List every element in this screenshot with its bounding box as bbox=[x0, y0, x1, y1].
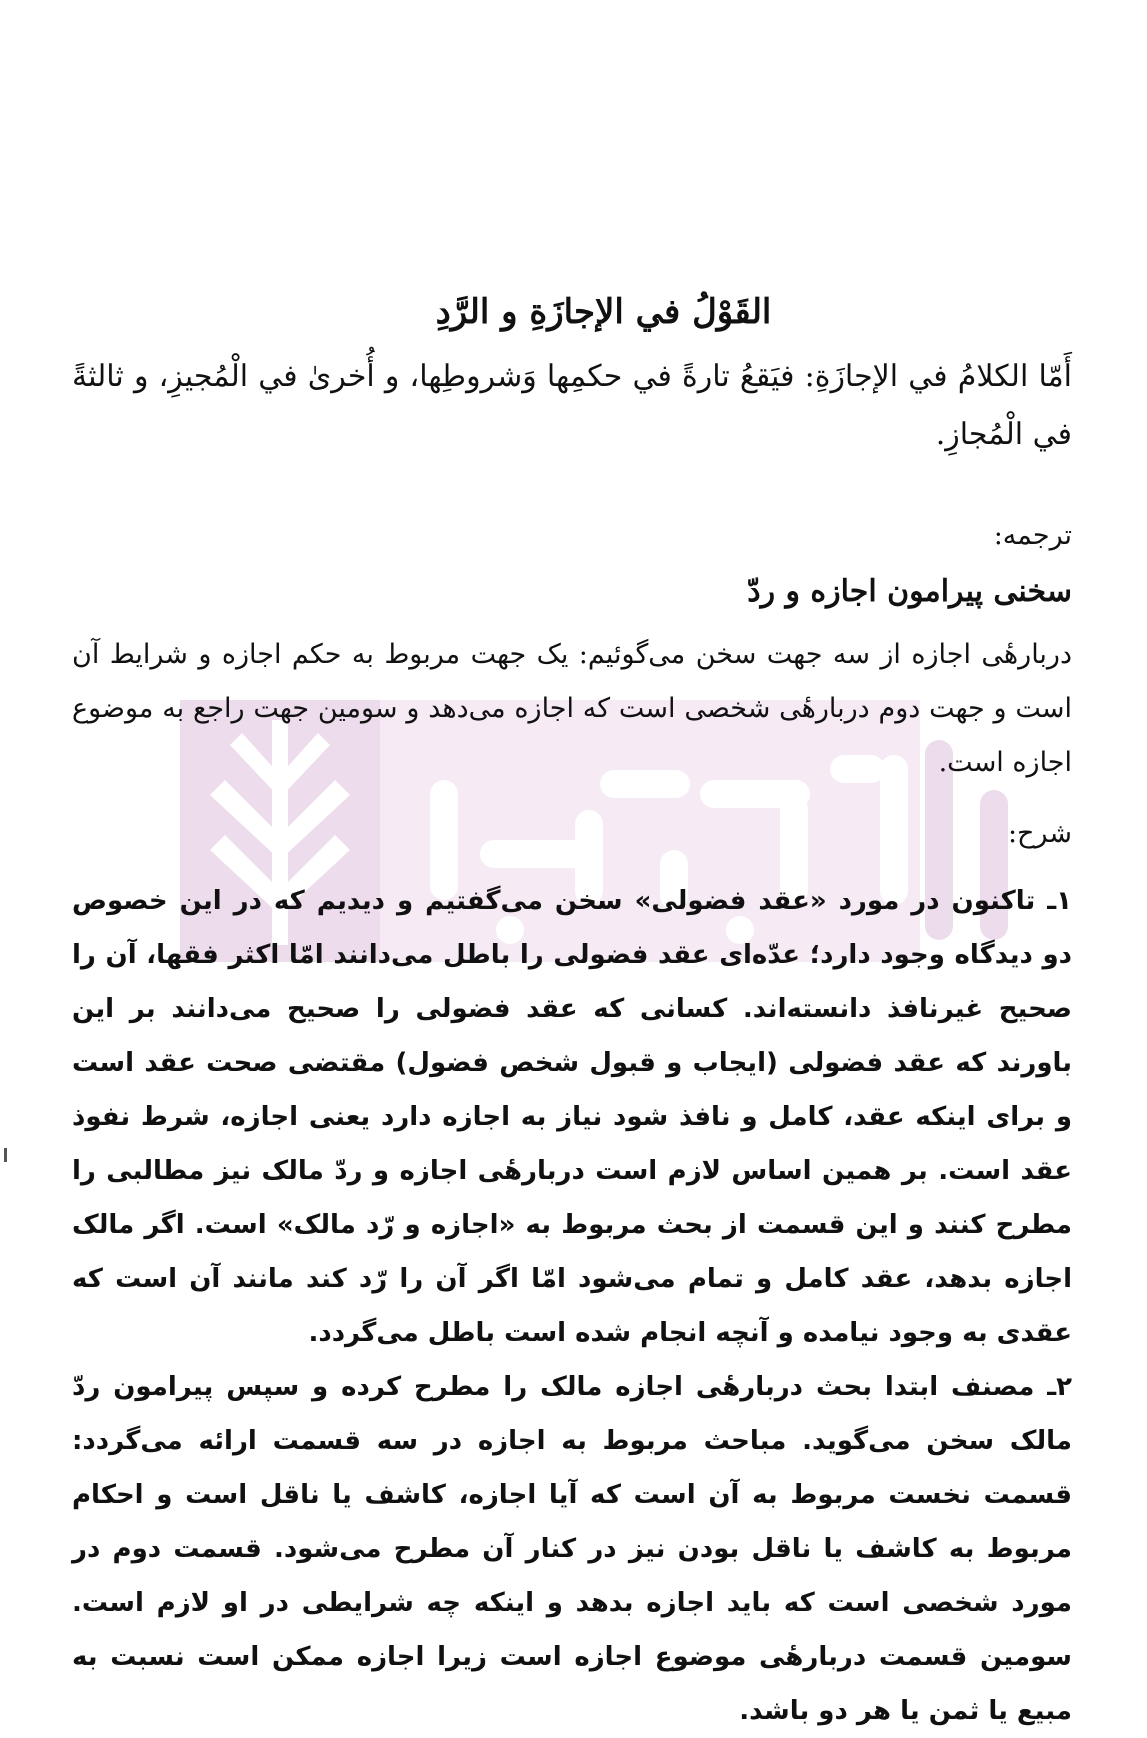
arabic-section-title: القَوْلُ في الإجازَةِ و الرَّدِ bbox=[435, 292, 772, 332]
margin-mark bbox=[4, 1148, 7, 1162]
sharh-paragraph-1: ۱ـ تاکنون در مورد «عقد فضولی» سخن می‌گفتیم و دیدیم که در این خصوص دو دیدگاه وجود دارد؛ عدّه‌ای عقد فضولی را باطل می‌دانند امّا اکثر فقها، آن را صحیح غیرنافذ دانسته‌اند. کسانی که عقد فضولی را صحیح می‌دانند بر این باورند که عقد فضولی (ایجاب و قبول شخص فضول) مقتضی صحت عقد است و برای اینکه عقد، کامل و نافذ شود نیاز به اجازه دارد یعنی اجازه، شرط نفوذ عقد است. بر همین اساس لازم است دربارهٔی اجازه و ردّ مالک نیز مطالبی را مطرح کنند و این قسمت از بحث مربوط به «اجازه و رّد مالک» است. اگر مالک اجازه بدهد، عقد کامل و تمام می‌شود امّا اگر آن را رّد کند مانند آن است که عقدی به وجود نیامده و آنچه انجام شده است باطل می‌گردد. bbox=[72, 886, 1072, 1348]
sharh-label: شرح: bbox=[1007, 818, 1072, 849]
translation-heading: سخنی پیرامون اجازه و ردّ bbox=[747, 574, 1072, 609]
translation-paragraph: دربارهٔی اجازه از سه جهت سخن می‌گوئیم: یک جهت مربوط به حکم اجازه و شرایط آن است و جهت دوم دربارهٔی شخصی است که اجازه می‌دهد و سومین جهت راجع به موضوع اجازه است. bbox=[72, 639, 1072, 778]
translation-label: ترجمه: bbox=[993, 520, 1072, 551]
arabic-source-text: أَمّا الكلامُ في الإجازَةِ: فيَقعُ تارةً في حكمِها وَشروطِها، و أُخرىٰ في الْمُجيزِ، و ثالثةً في الْمُجازِ. bbox=[72, 359, 1072, 452]
sharh-paragraph-2: ۲ـ مصنف ابتدا بحث دربارهٔی اجازه مالک را مطرح کرده و سپس پیرامون ردّ مالک سخن می‌گوید. مباحث مربوط به اجازه در سه قسمت ارائه می‌گردد: قسمت نخست مربوط به آن است که آیا اجازه، کاشف یا ناقل است و احکام مربوط به کاشف یا ناقل بودن نیز در کنار آن مطرح می‌شود. قسمت دوم در مورد شخصی است که باید اجازه بدهد و اینکه چه شرایطی در او لازم است. سومین قسمت دربارهٔی موضوع اجازه است زیرا اجازه ممکن است نسبت به مبیع یا ثمن یا هر دو باشد. bbox=[72, 1372, 1072, 1726]
